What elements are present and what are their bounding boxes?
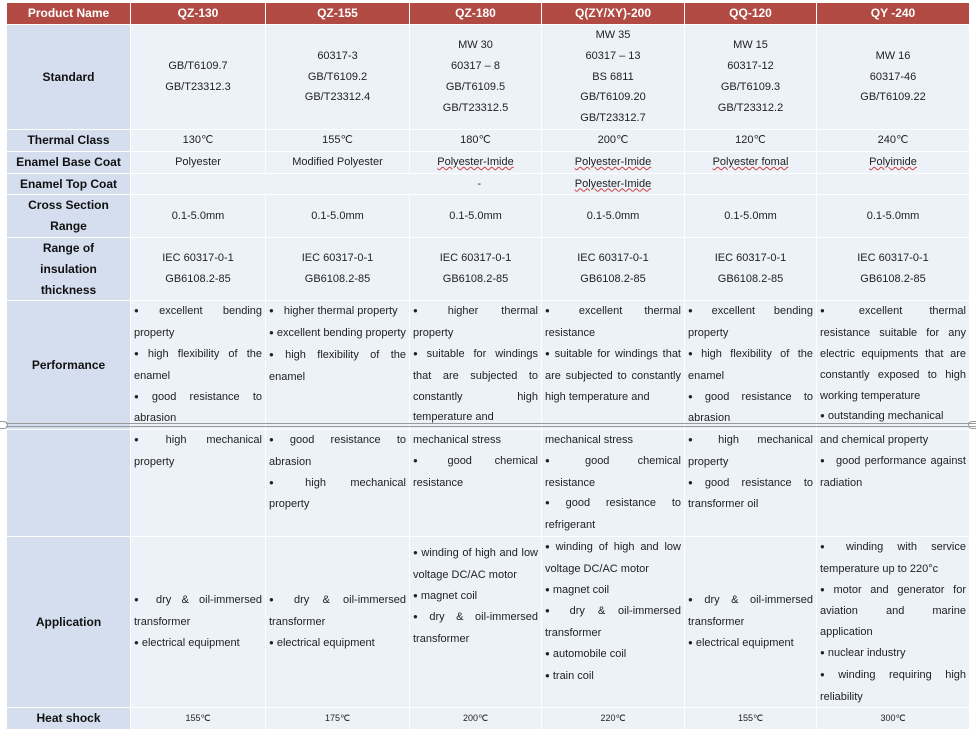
page-break-line: [6, 426, 976, 427]
performance-text: and chemical property: [820, 434, 929, 446]
standard-line: GB/T6109.7: [168, 60, 228, 73]
performance-item: ● excellent thermal resistance suitable for any electric equipments that are constantly exposed to high working temperature: [820, 301, 966, 406]
cross-section-cell: 0.1-5.0mm: [266, 195, 410, 238]
standard-line: GB/T23312.2: [717, 101, 784, 114]
insulation-cell: [685, 237, 817, 300]
heat-shock-cell: 220℃: [542, 708, 685, 730]
performance-cont-cell-4: [542, 430, 685, 537]
performance-item: ● suitable for windings that are subjected to constantly high temperature and: [413, 344, 538, 428]
performance-item: ● high flexibility of the enamel: [688, 344, 813, 387]
performance-cont-cell-2: [266, 430, 410, 537]
application-item: ● magnet coil: [545, 580, 681, 602]
row-performance: [7, 301, 970, 430]
application-item: ● train coil: [545, 666, 681, 688]
performance-text: mechanical stress: [545, 434, 634, 446]
thermal-cell: 180℃: [410, 130, 542, 152]
performance-cont-cell-5: [685, 430, 817, 537]
insulation-cell: [410, 237, 542, 300]
insulation-line: GB6108.2-85: [860, 273, 926, 286]
performance-item: ● high mechanical property: [269, 473, 406, 516]
application-item: ● dry & oil-immersed transformer: [269, 590, 406, 633]
base-coat-cell: Modified Polyester: [266, 151, 410, 173]
label-application: Application: [7, 536, 131, 707]
label-insulation: [7, 237, 131, 300]
performance-item: ● good resistance to abrasion: [134, 387, 262, 430]
row-performance-continued: [7, 430, 970, 537]
application-item: ● dry & oil-immersed transformer: [688, 590, 813, 633]
label-top-coat: Enamel Top Coat: [7, 173, 131, 195]
standard-line: MW 30: [458, 39, 493, 52]
label-line: Range: [50, 219, 87, 234]
application-item: ● magnet coil: [413, 586, 538, 608]
standard-line: GB/T6109.20: [580, 91, 646, 104]
row-top-coat: [7, 173, 970, 195]
page-break-divider: [0, 421, 976, 429]
performance-cont-cell-1: [131, 430, 266, 537]
insulation-line: GB6108.2-85: [304, 273, 371, 286]
performance-cont-cell-3: [410, 430, 542, 537]
application-item: ● winding of high and low voltage DC/AC motor: [413, 543, 538, 586]
performance-cell-1: [131, 301, 266, 430]
insulation-line: IEC 60317-0-1: [439, 252, 512, 265]
standard-line: GB/T23312.7: [580, 112, 646, 125]
standard-line: GB/T6109.3: [720, 81, 781, 93]
row-base-coat: [7, 151, 970, 173]
performance-item: ● good resistance to refrigerant: [545, 493, 681, 536]
thermal-cell: 130℃: [131, 130, 266, 152]
application-item: ● winding requiring high reliability: [820, 665, 966, 708]
top-coat-cell-merged: [131, 173, 542, 195]
thermal-cell: 155℃: [266, 130, 410, 152]
performance-item: ● good resistance to abrasion: [269, 430, 406, 473]
insulation-cell: [131, 237, 266, 300]
standard-cell-2: [266, 25, 410, 130]
performance-item: ● outstanding mechanical: [820, 406, 966, 428]
header-col-6: QY -240: [817, 3, 970, 25]
standard-cell-5: [685, 25, 817, 130]
performance-item: ● high flexibility of the enamel: [269, 345, 406, 388]
label-line: thickness: [40, 282, 97, 297]
heat-shock-cell: 300℃: [817, 708, 970, 730]
performance-cell-2: [266, 301, 410, 430]
insulation-cell: [542, 237, 685, 300]
standard-line: GB/T23312.3: [165, 81, 231, 93]
row-cross-section: [7, 195, 970, 238]
standard-line: 60317-3: [317, 49, 358, 62]
row-heat-shock: [7, 708, 970, 730]
application-cell-6: [817, 536, 970, 707]
standard-line: 60317-12: [727, 60, 774, 73]
application-item: ● dry & oil-immersed transformer: [413, 607, 538, 650]
standard-line: MW 35: [595, 29, 631, 41]
standard-line: MW 15: [733, 39, 768, 52]
performance-cell-3: [410, 301, 542, 430]
top-coat-text: Polyester-Imide: [574, 177, 652, 190]
insulation-line: GB6108.2-85: [165, 273, 231, 286]
header-col-2: QZ-155: [266, 3, 410, 25]
application-item: ● winding of high and low voltage DC/AC motor: [545, 537, 681, 580]
performance-item: ● good chemical resistance: [413, 451, 538, 494]
spec-table-part2: [6, 429, 970, 730]
thermal-cell: 240℃: [817, 130, 970, 152]
application-item: ● electrical equipment: [688, 633, 813, 655]
heat-shock-cell: 155℃: [131, 708, 266, 730]
standard-cell-1: [131, 25, 266, 130]
header-col-5: QQ-120: [685, 3, 817, 25]
cross-section-cell: 0.1-5.0mm: [685, 195, 817, 238]
base-coat-cell: [685, 151, 817, 173]
insulation-line: GB6108.2-85: [717, 273, 784, 286]
standard-line: GB/T6109.5: [445, 81, 506, 93]
application-item: ● nuclear industry: [820, 643, 966, 665]
row-application: [7, 536, 970, 707]
label-line: Range of: [42, 240, 95, 255]
base-coat-text: Polyester-Imide: [574, 155, 652, 168]
cross-section-cell: 0.1-5.0mm: [542, 195, 685, 238]
header-col-3: QZ-180: [410, 3, 542, 25]
label-standard: Standard: [7, 25, 131, 130]
performance-item: ● high flexibility of the enamel: [134, 344, 262, 387]
top-coat-dash: -: [477, 177, 481, 190]
standard-line: GB/T6109.2: [307, 70, 368, 83]
row-standard: [7, 25, 970, 130]
insulation-line: IEC 60317-0-1: [162, 252, 234, 265]
label-base-coat: Enamel Base Coat: [7, 151, 131, 173]
header-product-name: Product Name: [7, 3, 131, 25]
performance-item: ● higher thermal property: [413, 301, 538, 344]
insulation-cell: [266, 237, 410, 300]
performance-item: ● good resistance to abrasion: [688, 387, 813, 430]
application-cell-4: [542, 536, 685, 707]
insulation-line: GB6108.2-85: [442, 273, 509, 286]
spec-table-part1: [6, 2, 970, 430]
performance-cell-4: [542, 301, 685, 430]
top-coat-cell-empty: [817, 173, 970, 195]
performance-item: ● good performance against radiation: [820, 451, 966, 494]
performance-item: ● high mechanical property: [134, 430, 262, 473]
heat-shock-cell: 155℃: [685, 708, 817, 730]
standard-line: GB/T6109.22: [860, 91, 926, 104]
standard-line: BS 6811: [592, 70, 634, 83]
application-item: ● electrical equipment: [134, 633, 262, 655]
top-coat-cell: [542, 173, 685, 195]
header-col-1: QZ-130: [131, 3, 266, 25]
insulation-line: GB6108.2-85: [580, 273, 646, 286]
performance-item: ● excellent thermal resistance: [545, 301, 681, 344]
thermal-cell: 200℃: [542, 130, 685, 152]
standard-line: 60317 – 13: [585, 49, 641, 62]
performance-item: ● high mechanical property: [688, 430, 813, 473]
base-coat-text: Polyester fomal: [712, 155, 789, 168]
thermal-cell: 120℃: [685, 130, 817, 152]
insulation-line: IEC 60317-0-1: [301, 252, 374, 265]
label-line: Cross Section: [28, 198, 109, 213]
cross-section-cell: 0.1-5.0mm: [410, 195, 542, 238]
page-break-line: [6, 423, 976, 424]
cross-section-cell: 0.1-5.0mm: [817, 195, 970, 238]
cross-section-cell: 0.1-5.0mm: [131, 195, 266, 238]
performance-cell-5: [685, 301, 817, 430]
application-cell-5: [685, 536, 817, 707]
application-item: ● motor and generator for aviation and marine application: [820, 580, 966, 643]
application-item: ● dry & oil-immersed transformer: [134, 590, 262, 633]
application-item: ● automobile coil: [545, 644, 681, 666]
top-coat-cell-empty: [685, 173, 817, 195]
application-cell-1: [131, 536, 266, 707]
standard-line: 60317 – 8: [451, 60, 500, 73]
application-item: ● electrical equipment: [269, 633, 406, 655]
application-item: ● dry & oil-immersed transformer: [545, 601, 681, 644]
heat-shock-cell: 200℃: [410, 708, 542, 730]
label-thermal-class: Thermal Class: [7, 130, 131, 152]
base-coat-cell: [542, 151, 685, 173]
base-coat-text: Polyester-Imide: [437, 155, 514, 168]
insulation-line: IEC 60317-0-1: [714, 252, 787, 265]
standard-cell-4: [542, 25, 685, 130]
insulation-line: IEC 60317-0-1: [857, 252, 929, 265]
label-performance: Performance: [7, 301, 131, 430]
performance-item: ● excellent bending property: [134, 301, 262, 344]
performance-item: ● good resistance to transformer oil: [688, 473, 813, 516]
standard-line: 60317-46: [869, 70, 917, 83]
heat-shock-cell: 175℃: [266, 708, 410, 730]
row-insulation: [7, 237, 970, 300]
standard-cell-3: [410, 25, 542, 130]
base-coat-cell: [817, 151, 970, 173]
label-line: insulation: [40, 261, 97, 276]
header-col-4: Q(ZY/XY)-200: [542, 3, 685, 25]
insulation-cell: [817, 237, 970, 300]
standard-cell-6: [817, 25, 970, 130]
insulation-line: IEC 60317-0-1: [577, 252, 649, 265]
performance-text: mechanical stress: [413, 434, 502, 446]
base-coat-cell: Polyester: [131, 151, 266, 173]
application-item: ● winding with service temperature up to 220°c: [820, 537, 966, 580]
application-cell-3: [410, 536, 542, 707]
performance-item: ● suitable for windings that are subjected to constantly high temperature and: [545, 344, 681, 407]
label-cross-section: [7, 195, 131, 238]
page-break-cap-right: [968, 421, 976, 429]
label-performance-continued: [7, 430, 131, 537]
performance-cont-cell-6: [817, 430, 970, 537]
application-cell-2: [266, 536, 410, 707]
base-coat-cell: [410, 151, 542, 173]
row-thermal-class: [7, 130, 970, 152]
standard-line: GB/T23312.5: [442, 101, 509, 114]
performance-item: ● excellent bending property: [688, 301, 813, 344]
standard-line: MW 16: [875, 49, 911, 62]
performance-item: ● good chemical resistance: [545, 451, 681, 494]
standard-line: GB/T23312.4: [304, 91, 371, 104]
header-row: [7, 3, 970, 25]
base-coat-text: Polyimide: [869, 155, 917, 168]
performance-cell-6: [817, 301, 970, 430]
label-heat-shock: Heat shock: [7, 708, 131, 730]
performance-item: ● excellent bending property: [269, 323, 406, 345]
performance-item: ● higher thermal property: [269, 301, 406, 323]
